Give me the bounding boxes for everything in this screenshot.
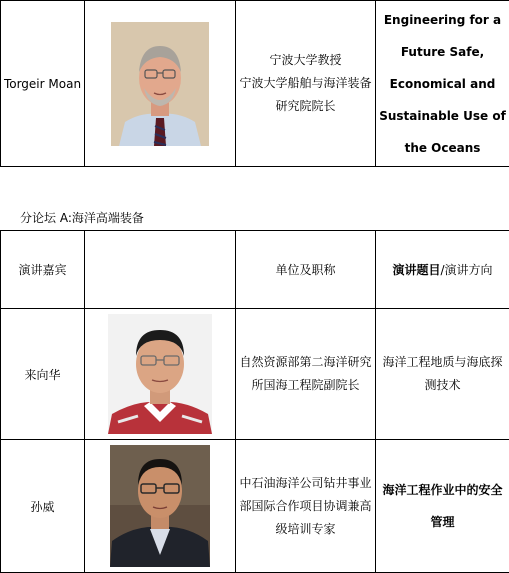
speaker-name-cell (1, 440, 85, 573)
topic-line: 管理 (430, 515, 455, 529)
topic-line: Engineering for a (383, 12, 502, 27)
table-row (1, 1, 509, 167)
speaker-table-top (0, 0, 509, 167)
affiliation-line: 宁波大学教授 (269, 53, 342, 67)
affiliation-line: 自然资源部第二海洋研究 (239, 355, 372, 369)
speaker-affiliation-cell (236, 309, 376, 440)
header-speaker: 演讲嘉宾 (1, 231, 85, 309)
affiliation-line: 级培训专家 (275, 521, 336, 536)
speaker-topic-cell (376, 309, 509, 440)
header-unit: 单位及职称 (236, 231, 376, 309)
topic-line: 海洋工程地质与海底探 (382, 355, 503, 369)
topic-line: 测技术 (424, 378, 461, 392)
topic-line: Economical and (389, 76, 496, 91)
speaker-photo-cell (85, 309, 236, 440)
speaker-photo (108, 314, 212, 434)
affiliation-line: 部国际合作项目协调兼高 (239, 498, 372, 513)
affiliation-line: 所国海工程院副院长 (251, 378, 360, 392)
speaker-table-forum-a (0, 230, 509, 573)
topic-line: Sustainable Use of (379, 108, 506, 123)
table-row (1, 440, 509, 573)
header-topic-rest: /演讲方向 (440, 263, 493, 277)
speaker-name-cell (1, 1, 85, 167)
table-header-row (1, 231, 509, 309)
speaker-photo (110, 445, 210, 567)
section-title: 分论坛 A:海洋高端装备 (20, 211, 144, 225)
speaker-topic-cell (376, 440, 509, 573)
table-row (1, 309, 509, 440)
header-topic (376, 231, 509, 309)
speaker-photo (111, 22, 209, 146)
header-topic-bold: 演讲题目 (392, 263, 441, 277)
speaker-topic-cell (376, 1, 509, 167)
speaker-name: 孙威 (30, 499, 55, 514)
topic-line: Future Safe, (400, 44, 485, 59)
affiliation-line: 中石油海洋公司钻井事业 (239, 475, 372, 490)
header-photo (85, 231, 236, 309)
topic-line: the Oceans (404, 140, 481, 155)
affiliation-line: 研究院院长 (275, 99, 336, 113)
affiliation-line: 宁波大学船舶与海洋装备 (239, 76, 372, 90)
speaker-photo-cell (85, 440, 236, 573)
speaker-name: Torgeir Moan (3, 76, 82, 91)
speaker-name: 来向华 (24, 367, 61, 382)
topic-line: 海洋工程作业中的安全 (382, 483, 503, 497)
speaker-name-cell (1, 309, 85, 440)
speaker-photo-cell (85, 1, 236, 167)
speaker-affiliation-cell (236, 1, 376, 167)
speaker-affiliation-cell (236, 440, 376, 573)
